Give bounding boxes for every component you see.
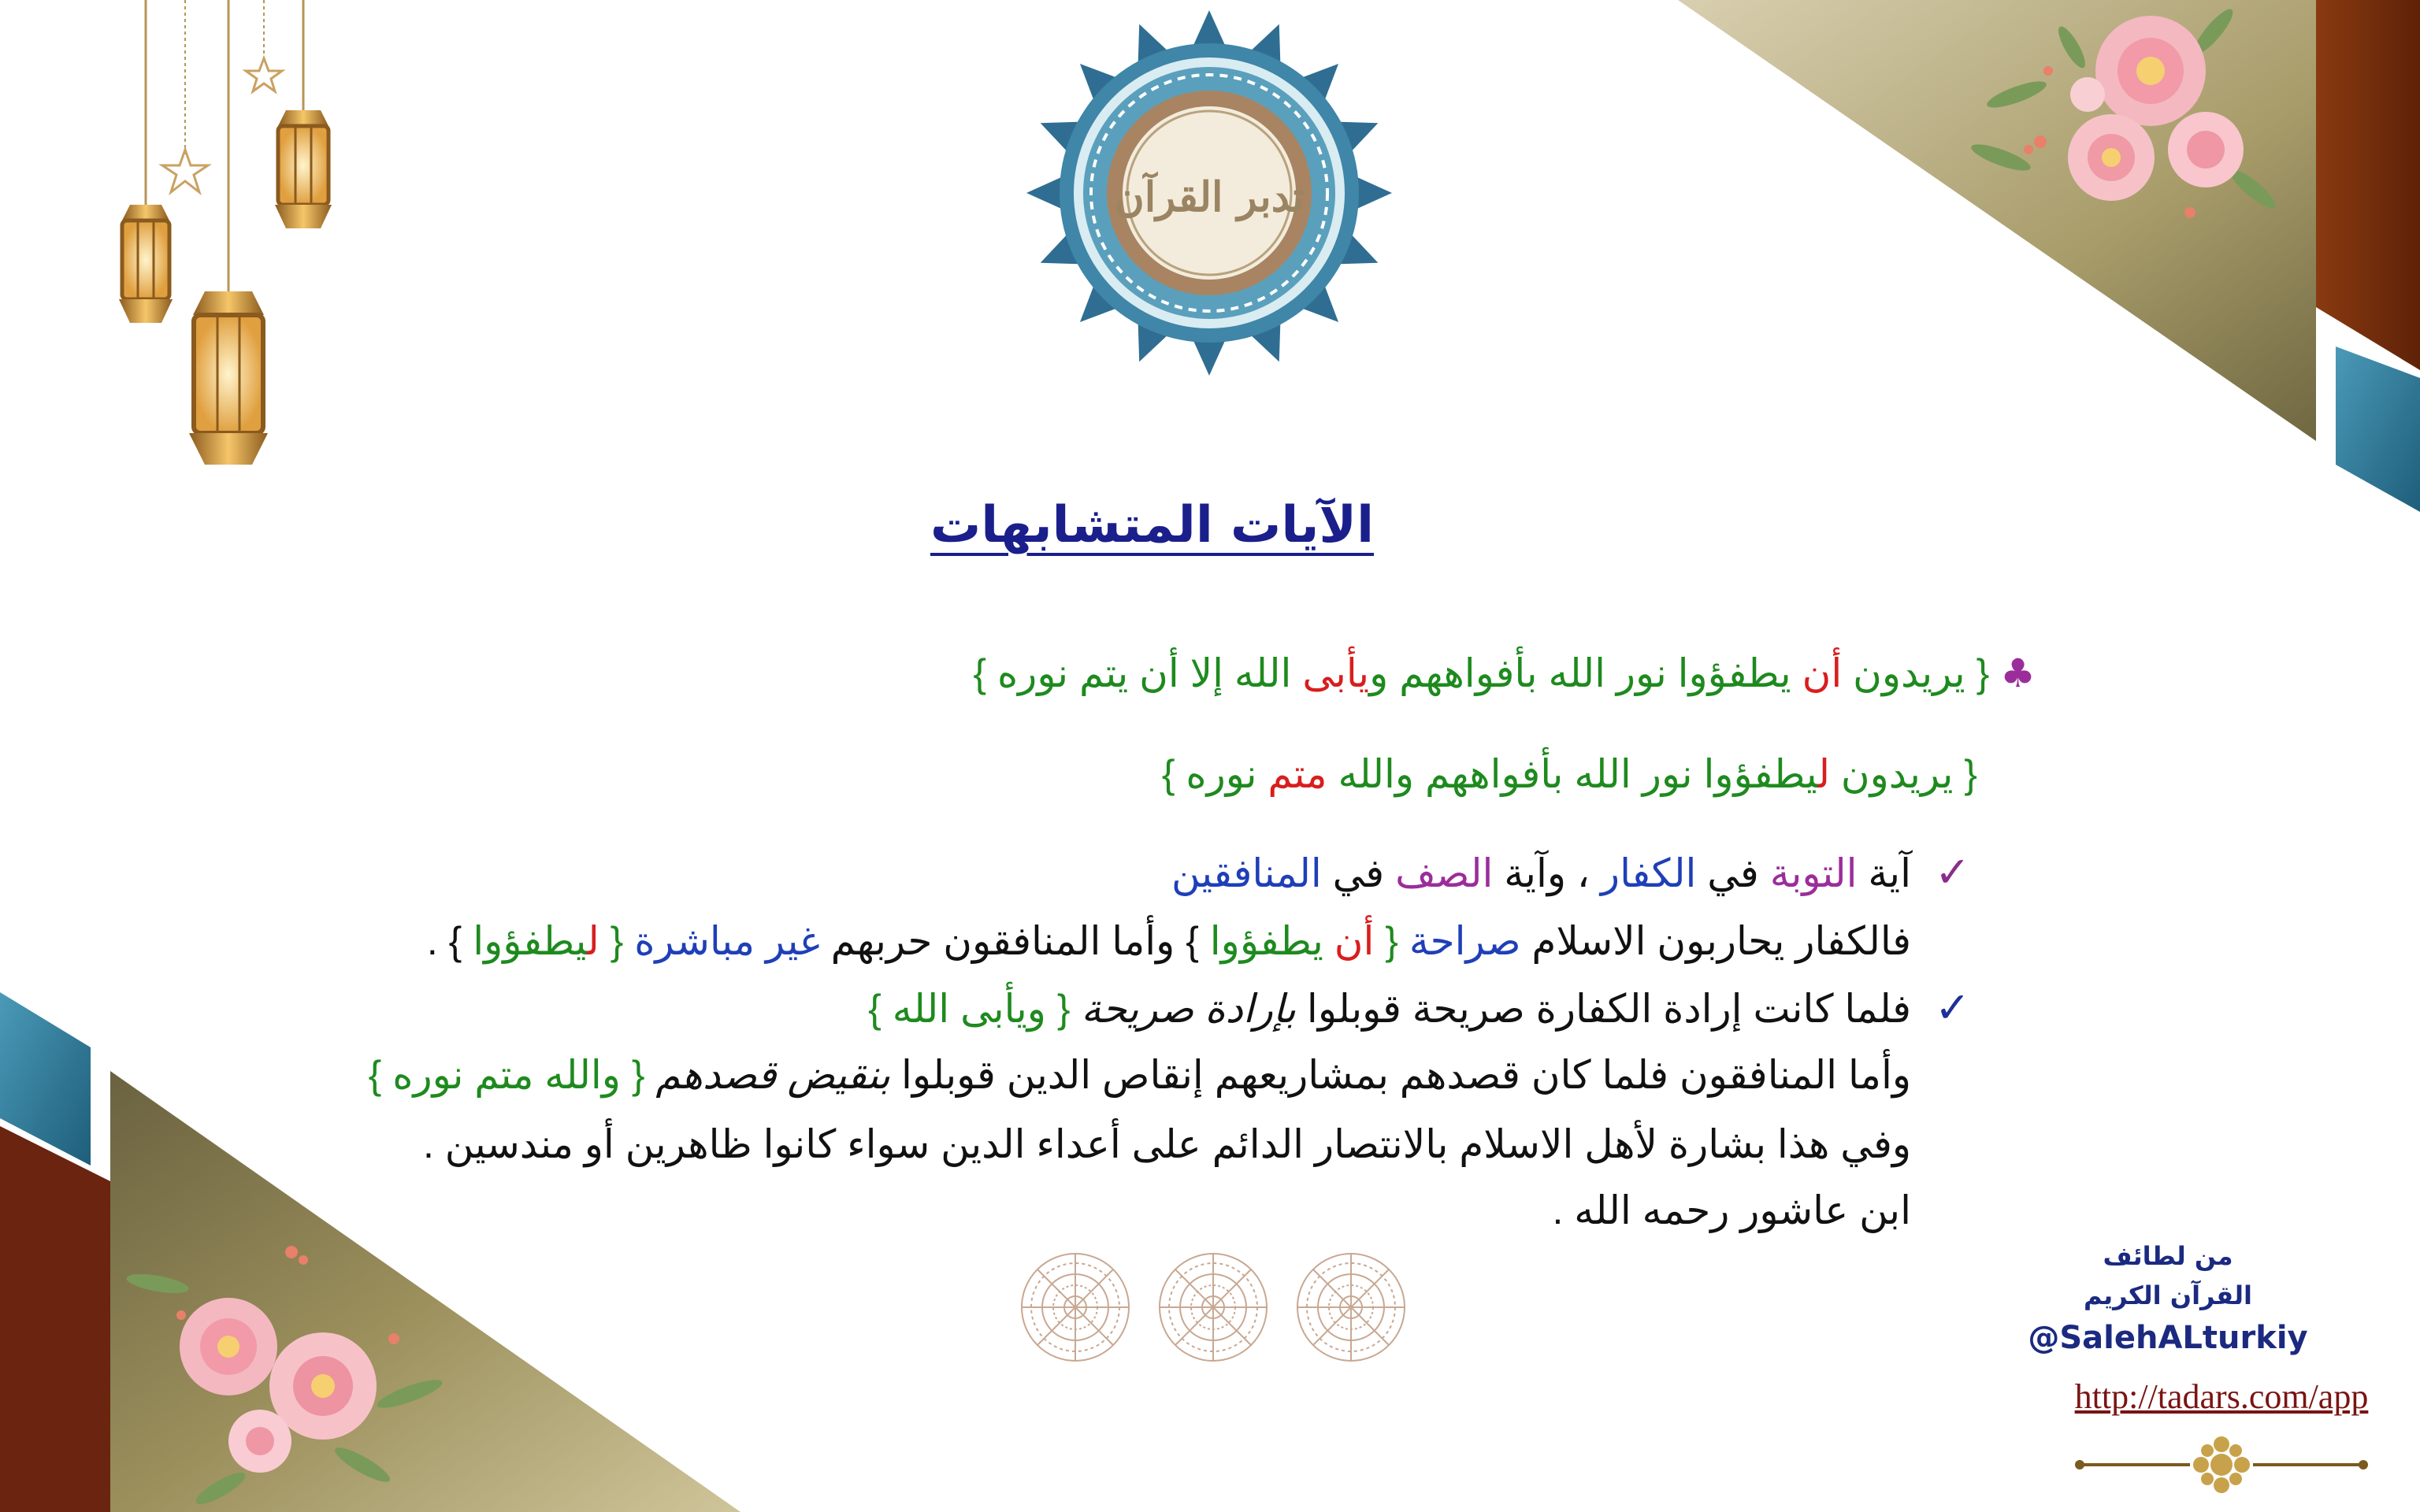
note-2-brace-b: { xyxy=(599,919,635,963)
credit-line-2: القرآن الكريم xyxy=(2084,1280,2252,1310)
club-marker-icon: ♣ xyxy=(2000,650,2036,696)
note-line-2 xyxy=(427,918,1911,964)
note-1-munafiqin: المنافقين xyxy=(1171,851,1322,895)
credit-line-1: من لطائف xyxy=(2103,1241,2233,1271)
verse-2-text-c: نوره xyxy=(1186,752,1268,796)
mandala-ornaments xyxy=(1016,1248,1410,1366)
logo-calligraphy: تدبر القرآن xyxy=(1114,173,1305,221)
note-line-4 xyxy=(369,1052,1911,1098)
note-4-naqid-qasdihim: بنقيض قصدهم xyxy=(655,1053,891,1097)
verse-2-text-b: يطفؤوا نور الله بأفواههم والله xyxy=(1327,752,1818,796)
verse-2-highlight-lam: ل xyxy=(1817,752,1830,796)
note-1-kuffar: الكفار xyxy=(1600,851,1697,895)
flower-bouquet-top-right xyxy=(1954,0,2285,252)
note-1-text-c: في xyxy=(1696,851,1770,895)
note-2-text-a: فالكفار يحاربون الاسلام xyxy=(1520,919,1911,963)
top-right-brown-band xyxy=(2316,0,2420,370)
flower-bouquet-bottom-left xyxy=(126,1228,457,1512)
verse-line-2 xyxy=(1162,751,1977,797)
note-2-text-f: } وأما المنافقون حربهم xyxy=(819,919,1210,963)
note-2-lam: ل xyxy=(587,919,599,963)
note-4-brace-open: { xyxy=(620,1053,656,1097)
verse-2-text-a: يريدون xyxy=(1829,752,1954,796)
check-mark-icon-2: ✓ xyxy=(1935,983,1971,1032)
divider-ornament xyxy=(2072,1433,2371,1496)
note-3-brace-open: { xyxy=(1045,987,1082,1031)
note-line-1 xyxy=(1171,850,1911,896)
verse-1-text-a: يريدون xyxy=(1842,651,1965,695)
verse-2-open-brace: { xyxy=(1953,752,1977,796)
verse-1-highlight-an: أن xyxy=(1802,651,1843,695)
top-right-teal-band xyxy=(2336,346,2420,512)
note-3-brace-close: } xyxy=(868,987,893,1031)
note-1-text-e: ، وآية xyxy=(1493,851,1601,895)
verse-1-close-brace: } xyxy=(973,651,997,695)
note-3-text-a: فلما كانت إرادة الكفارة صريحة قوبلوا xyxy=(1296,987,1911,1031)
note-1-tawbah: التوبة xyxy=(1769,851,1858,895)
note-2-an: أن xyxy=(1334,919,1375,963)
note-2-ghayr-mubashira: غير مباشرة xyxy=(634,919,820,963)
note-3-yaba-allah: ويأبى الله xyxy=(892,987,1046,1031)
verse-2-highlight-mutim: متم xyxy=(1268,752,1327,796)
check-mark-icon-1: ✓ xyxy=(1935,847,1971,897)
note-2-yutfiu: يطفؤوا xyxy=(1209,919,1334,963)
note-line-5: وفي هذا بشارة لأهل الاسلام بالانتصار الدائم على أعداء الدين سواء كانوا ظاهرين أو مندسين . xyxy=(422,1122,1911,1166)
note-2-brace-a: { xyxy=(1374,919,1409,963)
page-title: الآيات المتشابهات xyxy=(930,496,1374,554)
note-2-sarahah: صراحة xyxy=(1409,919,1521,963)
tadabbur-logo-medallion xyxy=(1024,8,1394,378)
verse-line-1 xyxy=(973,650,2036,696)
note-4-text-a: وأما المنافقون فلما كان قصدهم بمشاريعهم إنقاص الدين قوبلوا xyxy=(890,1053,1911,1097)
note-1-saff: الصف xyxy=(1395,851,1494,895)
verse-1-text-c: الله إلا أن يتم نوره xyxy=(997,651,1303,695)
verse-1-highlight-yaba: يأبى xyxy=(1302,651,1370,695)
credit-handle: @SalehALturkiy xyxy=(2028,1320,2308,1356)
note-1-text-a: آية xyxy=(1857,851,1911,895)
verse-2-close-brace: } xyxy=(1161,752,1186,796)
note-1-text-g: في xyxy=(1321,851,1396,895)
verse-1-text-b: يطفؤوا نور الله بأفواههم و xyxy=(1369,651,1802,695)
hanging-lanterns-decoration xyxy=(95,0,362,488)
note-4-allah-mutim: والله متم نوره xyxy=(392,1053,621,1097)
note-line-3 xyxy=(868,986,1911,1032)
note-2-yutfiu-b: يطفؤوا xyxy=(473,919,588,963)
bottom-left-brown-band xyxy=(0,1126,110,1512)
attribution-ibn-ashur: ابن عاشور رحمه الله . xyxy=(1552,1188,1911,1232)
note-2-end: } . xyxy=(426,919,473,963)
note-4-brace-close: } xyxy=(368,1053,393,1097)
note-3-irada-sariha: بإرادة صريحة xyxy=(1081,987,1297,1031)
verse-1-open-brace: { xyxy=(1965,651,1990,695)
tadars-app-link[interactable]: http://tadars.com/app xyxy=(2074,1377,2369,1416)
